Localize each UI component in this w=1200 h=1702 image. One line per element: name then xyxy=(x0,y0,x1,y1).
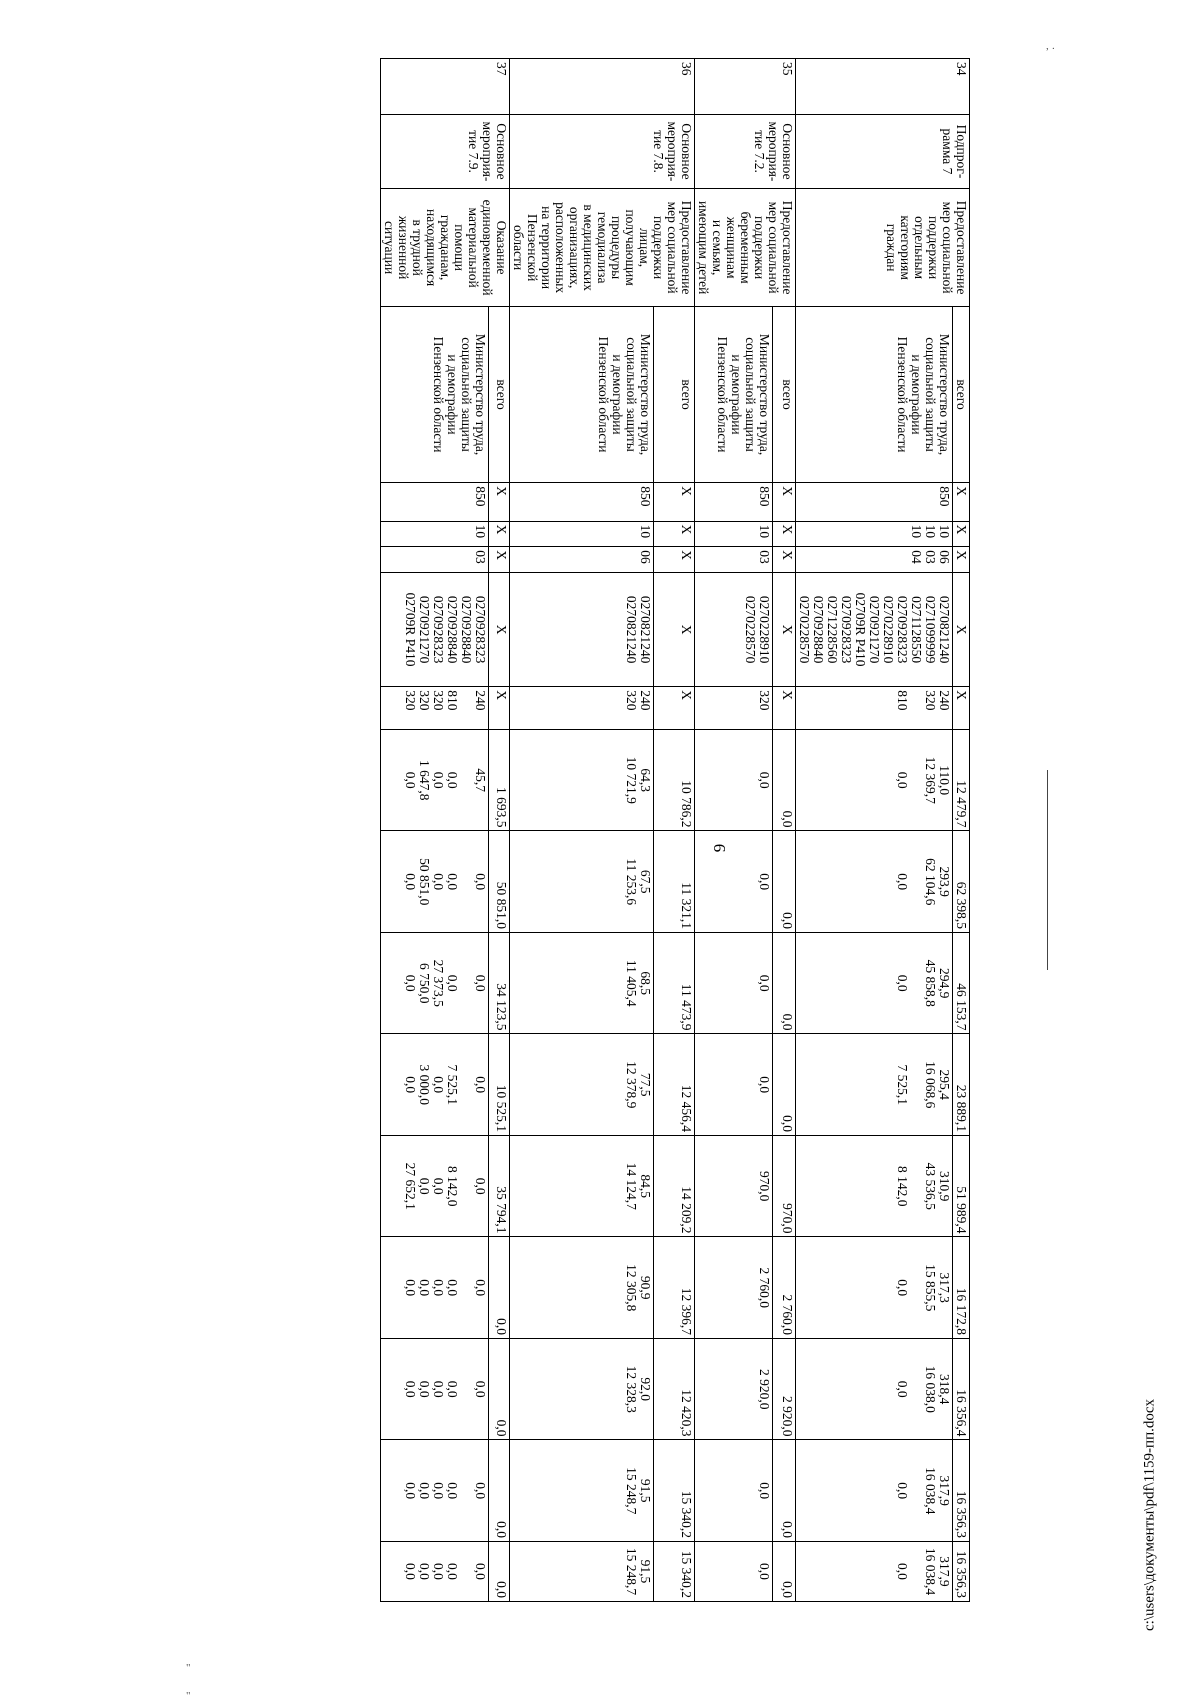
year-value-cell: 310,9 43 536,5 8 142,0 xyxy=(796,1135,953,1237)
year-value-cell: 64,3 10 721,9 xyxy=(510,729,654,831)
rz-cell: 10 xyxy=(695,521,773,547)
year-value-cell: 0,0 0,0 0,0 0,0 0,0 xyxy=(381,1440,489,1542)
year-total-cell: 0,0 xyxy=(773,1440,796,1542)
csr-cell: 0270821240 0271099999 0271128550 0270928323 0270228910 0270921270 02709R P410 0270928323 0271228560 0270928840 0270228570 xyxy=(796,572,953,686)
year-value-cell: 317,9 16 038,4 0,0 xyxy=(796,1541,953,1601)
year-total-cell: 12 420,3 xyxy=(653,1338,694,1440)
year-total-cell: 2 760,0 xyxy=(773,1237,796,1339)
rz-cell: 10 10 10 xyxy=(796,521,953,547)
year-value-cell: 0,0 0,0 0,0 50 851,0 0,0 xyxy=(381,831,489,933)
year-total-cell: 35 794,1 xyxy=(488,1135,509,1237)
grbs-cell: 850 xyxy=(510,483,654,521)
year-total-cell: 10 786,2 xyxy=(653,729,694,831)
year-total-cell: 0,0 xyxy=(773,932,796,1034)
grbs-cell: X xyxy=(773,483,796,521)
year-value-cell: 0,0 7 525,1 0,0 3 000,0 0,0 xyxy=(381,1034,489,1136)
year-total-cell: 11 473,9 xyxy=(653,932,694,1034)
year-value-cell: 0,0 xyxy=(695,831,773,933)
csr-cell: X xyxy=(653,572,694,686)
year-total-cell: 62 398,5 xyxy=(953,831,970,933)
year-total-cell: 10 525,1 xyxy=(488,1034,509,1136)
year-total-cell: 51 989,4 xyxy=(953,1135,970,1237)
program-type-cell: Подпрог- рамма 7 xyxy=(796,114,970,189)
program-type-cell: Основное мероприя- тие 7.2. xyxy=(695,114,796,189)
year-total-cell: 0,0 xyxy=(488,1440,509,1542)
total-label-cell: всего xyxy=(653,306,694,482)
year-value-cell: 84,5 14 124,7 xyxy=(510,1135,654,1237)
year-total-cell: 0,0 xyxy=(773,1541,796,1601)
executor-cell: Министерство труда, социальной защиты и демографии Пензенской области xyxy=(796,306,953,482)
program-name-cell: Предоставление мер социальной поддержки отдельным категориям граждан xyxy=(796,189,970,307)
program-type-cell: Основное мероприя- тие 7.9. xyxy=(381,114,510,189)
grbs-cell: X xyxy=(488,483,509,521)
rz-cell: X xyxy=(953,521,970,547)
csr-cell: X xyxy=(953,572,970,686)
year-total-cell: 16 172,8 xyxy=(953,1237,970,1339)
vr-cell: X xyxy=(653,687,694,730)
rz-cell: X xyxy=(773,521,796,547)
year-value-cell: 294,9 45 858,8 0,0 xyxy=(796,932,953,1034)
year-value-cell: 0,0 xyxy=(695,932,773,1034)
budget-table-rotated xyxy=(200,58,970,1602)
rz-cell: 10 xyxy=(510,521,654,547)
year-value-cell: 317,9 16 038,4 0,0 xyxy=(796,1440,953,1542)
year-total-cell: 0,0 xyxy=(488,1541,509,1601)
year-value-cell: 110,0 12 369,7 0,0 xyxy=(796,729,953,831)
pr-cell: X xyxy=(773,547,796,573)
year-total-cell: 970,0 xyxy=(773,1135,796,1237)
grbs-cell: 850 xyxy=(796,483,953,521)
vr-cell: X xyxy=(773,687,796,730)
pr-cell: X xyxy=(653,547,694,573)
stray-mark: " xyxy=(186,1690,191,1702)
year-total-cell: 50 851,0 xyxy=(488,831,509,933)
total-label-cell: всего xyxy=(488,306,509,482)
pr-cell: 06 xyxy=(510,547,654,573)
year-value-cell: 2 760,0 xyxy=(695,1237,773,1339)
year-total-cell: 16 356,4 xyxy=(953,1338,970,1440)
stray-mark: , xyxy=(1046,40,1049,52)
row-number-cell: 37 xyxy=(381,59,510,115)
footer-file-path: c:\users\документы\pdf\1159-пп.docx xyxy=(1141,1398,1158,1632)
year-value-cell: 970,0 xyxy=(695,1135,773,1237)
year-total-cell: 0,0 xyxy=(488,1338,509,1440)
year-value-cell: 67,5 11 253,6 xyxy=(510,831,654,933)
grbs-cell: 850 xyxy=(381,483,489,521)
rz-cell: 10 xyxy=(381,521,489,547)
year-total-cell: 0,0 xyxy=(773,729,796,831)
year-total-cell: 11 321,1 xyxy=(653,831,694,933)
vr-cell: 240 810 320 320 320 xyxy=(381,687,489,730)
budget-table xyxy=(380,58,970,1602)
table-row-total xyxy=(488,59,509,1602)
year-value-cell: 91,5 15 248,7 xyxy=(510,1440,654,1542)
year-value-cell: 45,7 0,0 0,0 1 647,8 0,0 xyxy=(381,729,489,831)
year-value-cell: 92,0 12 328,3 xyxy=(510,1338,654,1440)
year-total-cell: 16 356,3 xyxy=(953,1541,970,1601)
rz-cell: X xyxy=(653,521,694,547)
year-value-cell: 293,9 62 104,6 0,0 xyxy=(796,831,953,933)
year-value-cell: 90,9 12 305,8 xyxy=(510,1237,654,1339)
year-total-cell: 12 396,7 xyxy=(653,1237,694,1339)
pr-cell: 06 03 04 xyxy=(796,547,953,573)
year-total-cell: 0,0 xyxy=(773,1034,796,1136)
program-name-cell: Предоставление мер социальной поддержки лицам, получающим процедуры гемодиализа в медицинских организациях, расположенных на территории Пензенской области xyxy=(510,189,695,307)
year-value-cell: 2 920,0 xyxy=(695,1338,773,1440)
year-value-cell: 318,4 16 038,0 0,0 xyxy=(796,1338,953,1440)
table-row-total xyxy=(773,59,796,1602)
csr-cell: X xyxy=(773,572,796,686)
year-value-cell: 317,3 15 855,5 0,0 xyxy=(796,1237,953,1339)
vr-cell: X xyxy=(953,687,970,730)
csr-cell: 0270228910 0270228570 xyxy=(695,572,773,686)
executor-cell: Министерство труда, социальной защиты и демографии Пензенской области xyxy=(695,306,773,482)
year-total-cell: 0,0 xyxy=(773,831,796,933)
year-total-cell: 15 340,2 xyxy=(653,1541,694,1601)
grbs-cell: 850 xyxy=(695,483,773,521)
year-value-cell: 0,0 0,0 0,0 0,0 0,0 xyxy=(381,1237,489,1339)
pr-cell: 03 xyxy=(695,547,773,573)
year-value-cell: 91,5 15 248,7 xyxy=(510,1541,654,1601)
year-value-cell: 0,0 8 142,0 0,0 0,0 27 652,1 xyxy=(381,1135,489,1237)
program-name-cell: Предоставление мер социальной поддержки беременным женщинам и семьям, имеющим детей xyxy=(695,189,796,307)
csr-cell: 0270821240 0270821240 xyxy=(510,572,654,686)
year-value-cell: 295,4 16 068,6 7 525,1 xyxy=(796,1034,953,1136)
executor-cell: Министерство труда, социальной защиты и демографии Пензенской области xyxy=(510,306,654,482)
total-label-cell: всего xyxy=(953,306,970,482)
page-number: 9 xyxy=(710,843,729,853)
executor-cell: Министерство труда, социальной защиты и демографии Пензенской области xyxy=(381,306,489,482)
vr-cell: 320 xyxy=(695,687,773,730)
row-number-cell: 35 xyxy=(695,59,796,115)
year-total-cell: 16 356,3 xyxy=(953,1440,970,1542)
year-total-cell: 0,0 xyxy=(488,1237,509,1339)
year-total-cell: 14 209,2 xyxy=(653,1135,694,1237)
year-total-cell: 1 693,5 xyxy=(488,729,509,831)
vr-cell: X xyxy=(488,687,509,730)
year-value-cell: 0,0 0,0 27 373,5 6 750,0 0,0 xyxy=(381,932,489,1034)
year-value-cell: 0,0 0,0 0,0 0,0 0,0 xyxy=(381,1338,489,1440)
vr-cell: 240 320 810 xyxy=(796,687,953,730)
pr-cell: X xyxy=(953,547,970,573)
table-body xyxy=(381,59,970,1602)
year-value-cell: 0,0 0,0 0,0 0,0 0,0 xyxy=(381,1541,489,1601)
table-row-total xyxy=(653,59,694,1602)
row-number-cell: 34 xyxy=(796,59,970,115)
grbs-cell: X xyxy=(653,483,694,521)
total-label-cell: всего xyxy=(773,306,796,482)
year-total-cell: 23 889,1 xyxy=(953,1034,970,1136)
year-total-cell: 46 153,7 xyxy=(953,932,970,1034)
signature-divider-line xyxy=(1047,770,1048,970)
rz-cell: X xyxy=(488,521,509,547)
year-value-cell: 0,0 xyxy=(695,729,773,831)
row-number-cell: 36 xyxy=(510,59,695,115)
stray-mark: . xyxy=(1052,40,1055,52)
csr-cell: 0270928323 0270928840 0270928840 0270928323 0270921270 02709R P410 xyxy=(381,572,489,686)
vr-cell: 240 320 xyxy=(510,687,654,730)
year-total-cell: 2 920,0 xyxy=(773,1338,796,1440)
year-total-cell: 12 456,4 xyxy=(653,1034,694,1136)
year-value-cell: 0,0 xyxy=(695,1034,773,1136)
year-total-cell: 34 123,5 xyxy=(488,932,509,1034)
program-name-cell: Оказание единовременной материальной помощи гражданам, находящимся в трудной жизненной ситуации xyxy=(381,189,510,307)
year-value-cell: 68,5 11 405,4 xyxy=(510,932,654,1034)
csr-cell: X xyxy=(488,572,509,686)
year-value-cell: 0,0 xyxy=(695,1541,773,1601)
program-type-cell: Основное мероприя- тие 7.8. xyxy=(510,114,695,189)
year-value-cell: 77,5 12 378,9 xyxy=(510,1034,654,1136)
grbs-cell: X xyxy=(953,483,970,521)
year-value-cell: 0,0 xyxy=(695,1440,773,1542)
pr-cell: 03 xyxy=(381,547,489,573)
year-total-cell: 12 479,7 xyxy=(953,729,970,831)
table-row-total xyxy=(953,59,970,1602)
stray-mark: " xyxy=(186,1662,191,1674)
pr-cell: X xyxy=(488,547,509,573)
year-total-cell: 15 340,2 xyxy=(653,1440,694,1542)
